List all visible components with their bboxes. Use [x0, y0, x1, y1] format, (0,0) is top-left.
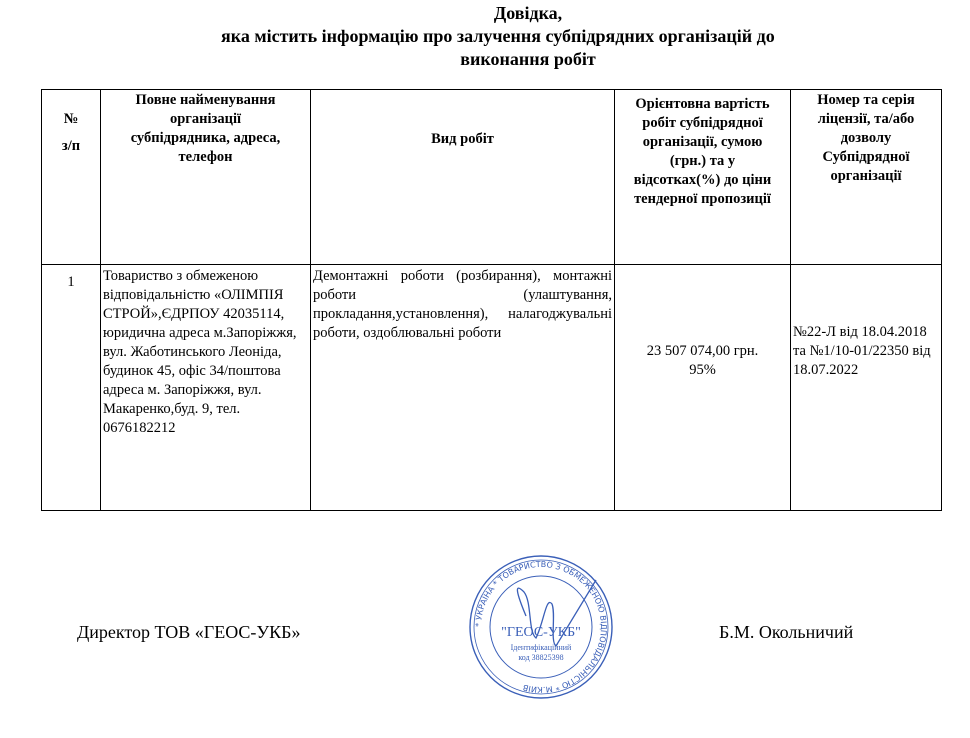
signatory-name: Б.М. Окольничий — [719, 622, 854, 642]
row-work: Демонтажні роботи (розбирання), монтажні роботи (улаштування, прокладання,установлення), налагоджувальні роботи, оздоблювальні роботи — [311, 265, 615, 511]
subcontractor-table — [41, 89, 942, 511]
stamp-ring-text: * УКРАЇНА * ТОВАРИСТВО З ОБМЕЖЕНОЮ ВІДПОВІДАЛЬНІСТЮ * М.КИЇВ — [473, 559, 609, 695]
stamp-code: код 38825398 — [518, 653, 564, 662]
company-stamp — [466, 552, 616, 702]
header-license: Номер та серія ліцензії, та/або дозволу Субпідрядної організації — [791, 90, 942, 265]
title-line-3: виконання робіт — [460, 49, 596, 69]
table-row — [42, 265, 942, 511]
row-name: Товариство з обмеженою відповідальністю «ОЛІМПІЯ СТРОЙ»,ЄДРПОУ 42035114, юридична адреса м.Запоріжжя, вул. Жаботинського Леоніда, будинок 45, офіс 34/поштова адреса м. Запоріжжя, вул. Макаренко,буд. 9, тел. 0676182212 — [101, 265, 311, 511]
header-num-line2: з/п — [61, 138, 81, 154]
header-num-line1: № — [63, 111, 79, 127]
row-cost-percent: 95% — [689, 362, 716, 378]
document-title — [0, 2, 970, 71]
table-header-row — [42, 90, 942, 265]
header-num — [42, 90, 101, 265]
stamp-company: "ГЕОС-УКБ" — [501, 625, 581, 640]
row-license: №22-Л від 18.04.2018 та №1/10-01/22350 від 18.07.2022 — [791, 265, 942, 511]
row-cost — [615, 265, 791, 511]
title-line-1: Довідка, — [493, 3, 563, 23]
header-work: Вид робіт — [311, 90, 615, 265]
signatory-position: Директор ТОВ «ГЕОС-УКБ» — [77, 622, 301, 642]
header-cost: Орієнтовна вартість робіт субпідрядної організації, сумою (грн.) та у відсотках(%) до ціни тендерної пропозиції — [615, 90, 791, 265]
stamp-code-label: Ідентифікаційний — [510, 643, 572, 652]
header-name: Повне найменування організації субпідрядника, адреса, телефон — [101, 90, 311, 265]
row-num: 1 — [42, 265, 101, 511]
title-line-2: яка містить інформацію про залучення субпідрядних організацій до — [221, 26, 775, 46]
row-cost-amount: 23 507 074,00 грн. — [646, 343, 759, 359]
